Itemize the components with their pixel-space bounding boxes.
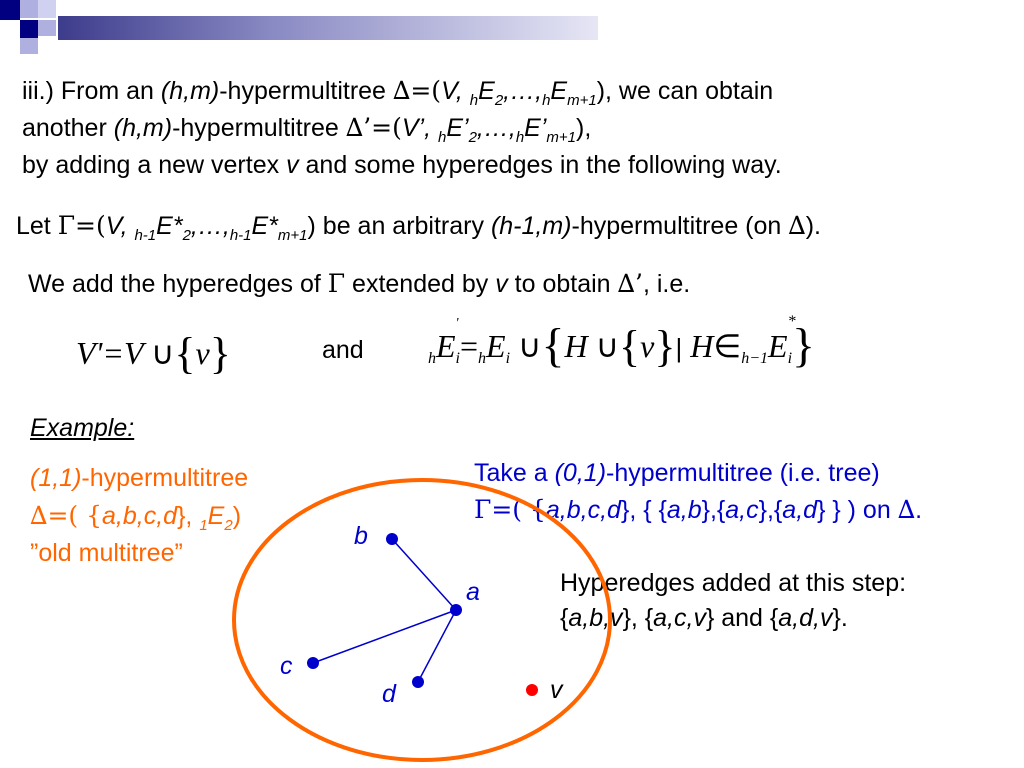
label-b: b — [354, 522, 368, 550]
formula-vertex-set: V'=V ∪{v} — [76, 329, 231, 378]
vertex-set-circle — [234, 480, 610, 760]
hyperedges-added-list: {a,b,v}, {a,c,v} and {a,d,v}. — [560, 604, 848, 632]
edge-a-c — [313, 610, 456, 663]
formula-hyperedges: $_hE_i$ ' $=_hE_i$ ∪{H ∪{v}| $H\in_{h-1}E_i$ * } — [428, 313, 816, 372]
formula-and: and — [322, 336, 364, 364]
node-v — [526, 684, 538, 696]
old-multitree-title: (1,1)-hypermultitree — [30, 464, 249, 492]
intro-line-2: another (h,m)-hypermultitree ∆’=(V’, $_hE’_2,\dots,_hE’_{m+1}$), — [22, 113, 592, 146]
old-multitree-caption: ”old multitree” — [30, 539, 183, 567]
old-multitree-definition: ∆=( {a,b,c,d}, $_1E_2$) — [30, 501, 242, 534]
take-tree-line: Take a (0,1)-hypermultitree (i.e. tree) — [474, 459, 880, 487]
node-a — [450, 604, 462, 616]
intro-line-1: iii.) From an (h,m)-hypermultitree ∆=(V, $_hE_2,\dots,_hE_{m+1}$), we can obtain — [22, 76, 774, 109]
node-b — [386, 533, 398, 545]
node-d — [412, 676, 424, 688]
label-d: d — [382, 680, 396, 708]
node-c — [307, 657, 319, 669]
label-v: v — [550, 676, 563, 704]
hyperedges-added-title: Hyperedges added at this step: — [560, 569, 907, 597]
edge-a-b — [392, 539, 456, 610]
let-gamma-line: Let Γ=(V, $_{h-1}E*_2,\dots,_{h-1}E*_{m+1}$) be an arbitrary (h-1,m)-hypermultitree (on ∆). — [16, 211, 821, 244]
example-heading: Example: — [30, 414, 135, 442]
intro-line-3: by adding a new vertex v and some hyperedges in the following way. — [22, 151, 782, 179]
add-hyperedges-line: We add the hyperedges of Γ extended by v to obtain ∆’, i.e. — [28, 269, 691, 298]
gamma-tree-definition: Γ=( {a,b,c,d}, { {a,b},{a,c},{a,d} } ) on ∆. — [474, 495, 923, 524]
edge-a-d — [418, 610, 456, 682]
label-a: a — [466, 578, 480, 606]
label-c: c — [280, 652, 293, 680]
